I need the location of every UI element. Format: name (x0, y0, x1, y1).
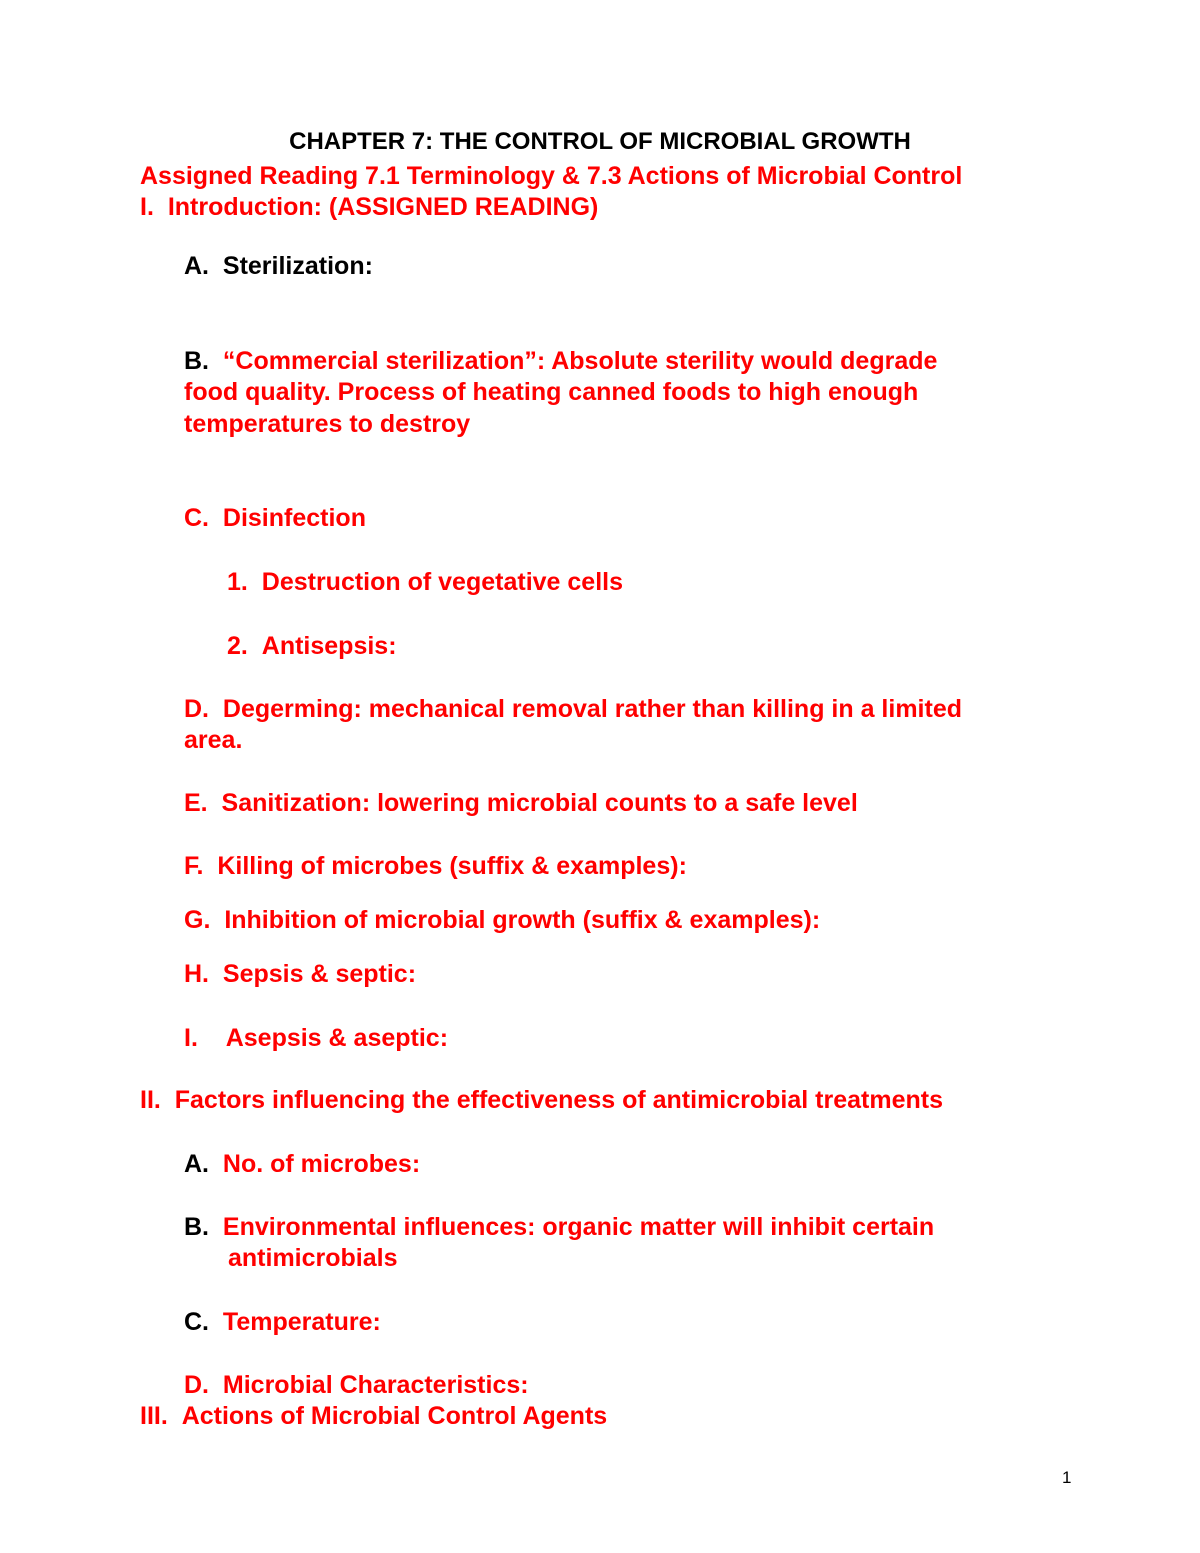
item-1h-text: Sepsis & septic: (222, 960, 417, 988)
item-2b-marker: B. (184, 1213, 209, 1241)
item-1c-sub1-marker: 1. (227, 568, 248, 596)
item-2d-marker: D. (184, 1371, 209, 1399)
item-1e (184, 787, 858, 819)
section-1-heading (140, 191, 598, 223)
item-2a-marker: A. (184, 1150, 209, 1178)
item-1b (184, 345, 937, 377)
section-2-marker: II. (140, 1086, 161, 1114)
item-1f-marker: F. (184, 852, 204, 880)
item-1e-marker: E. (184, 789, 208, 817)
section-2-title: Factors influencing the effectiveness of antimicrobial treatments (174, 1086, 943, 1114)
item-1g (184, 904, 820, 936)
assigned-reading-line: Assigned Reading 7.1 Terminology & 7.3 Actions of Microbial Control (140, 162, 963, 190)
item-1i (184, 1022, 448, 1054)
section-2-heading (140, 1084, 943, 1116)
item-1i-text: Asepsis & aseptic: (225, 1024, 449, 1052)
item-1h (184, 958, 416, 990)
item-1d-line1: Degerming: mechanical removal rather than killing in a limited (222, 695, 962, 723)
item-1g-text: Inhibition of microbial growth (suffix & examples): (224, 906, 821, 934)
item-1d (184, 693, 962, 725)
item-2a (184, 1148, 420, 1180)
item-1c-text: Disinfection (222, 504, 366, 532)
item-1f-text: Killing of microbes (suffix & examples): (217, 852, 687, 880)
item-1g-marker: G. (184, 906, 211, 934)
section-3-title: Actions of Microbial Control Agents (181, 1402, 608, 1430)
item-1d-marker: D. (184, 695, 209, 723)
item-1c-sub1-text: Destruction of vegetative cells (261, 568, 623, 596)
item-1b-line3: temperatures to destroy (184, 410, 471, 438)
item-1b-line1: “Commercial sterilization”: Absolute sterility would degrade (222, 347, 938, 375)
item-1d-line2: area. (184, 726, 243, 754)
section-3-heading (140, 1400, 607, 1432)
item-1c-marker: C. (184, 504, 209, 532)
item-2c (184, 1306, 381, 1338)
page-number: 1 (1062, 1468, 1072, 1487)
item-2b-line1: Environmental influences: organic matter will inhibit certain (222, 1213, 935, 1241)
item-2a-text: No. of microbes: (222, 1150, 421, 1178)
section-1-title: Introduction: (ASSIGNED READING) (167, 193, 599, 221)
item-2b-line2: antimicrobials (228, 1244, 398, 1272)
item-1b-marker: B. (184, 347, 209, 375)
item-1c-sub1 (227, 566, 623, 598)
item-1e-text: Sanitization: lowering microbial counts to a safe level (221, 789, 858, 817)
item-1a-text: Sterilization: (222, 252, 373, 280)
item-1c (184, 502, 366, 534)
item-1h-marker: H. (184, 960, 209, 988)
item-1a (184, 250, 373, 282)
item-1f (184, 850, 687, 882)
item-2d (184, 1369, 529, 1401)
item-1a-marker: A. (184, 252, 209, 280)
item-1b-line2: food quality. Process of heating canned foods to high enough (184, 378, 919, 406)
chapter-title: CHAPTER 7: THE CONTROL OF MICROBIAL GROWTH (289, 128, 911, 155)
item-2d-text: Microbial Characteristics: (222, 1371, 529, 1399)
item-2c-text: Temperature: (222, 1308, 381, 1336)
item-2b (184, 1211, 934, 1243)
section-1-marker: I. (140, 193, 154, 221)
item-1c-sub2-text: Antisepsis: (261, 632, 397, 660)
item-1i-marker: I. (184, 1024, 198, 1052)
item-1c-sub2-marker: 2. (227, 632, 248, 660)
item-2c-marker: C. (184, 1308, 209, 1336)
item-1c-sub2 (227, 630, 397, 662)
section-3-marker: III. (140, 1402, 168, 1430)
